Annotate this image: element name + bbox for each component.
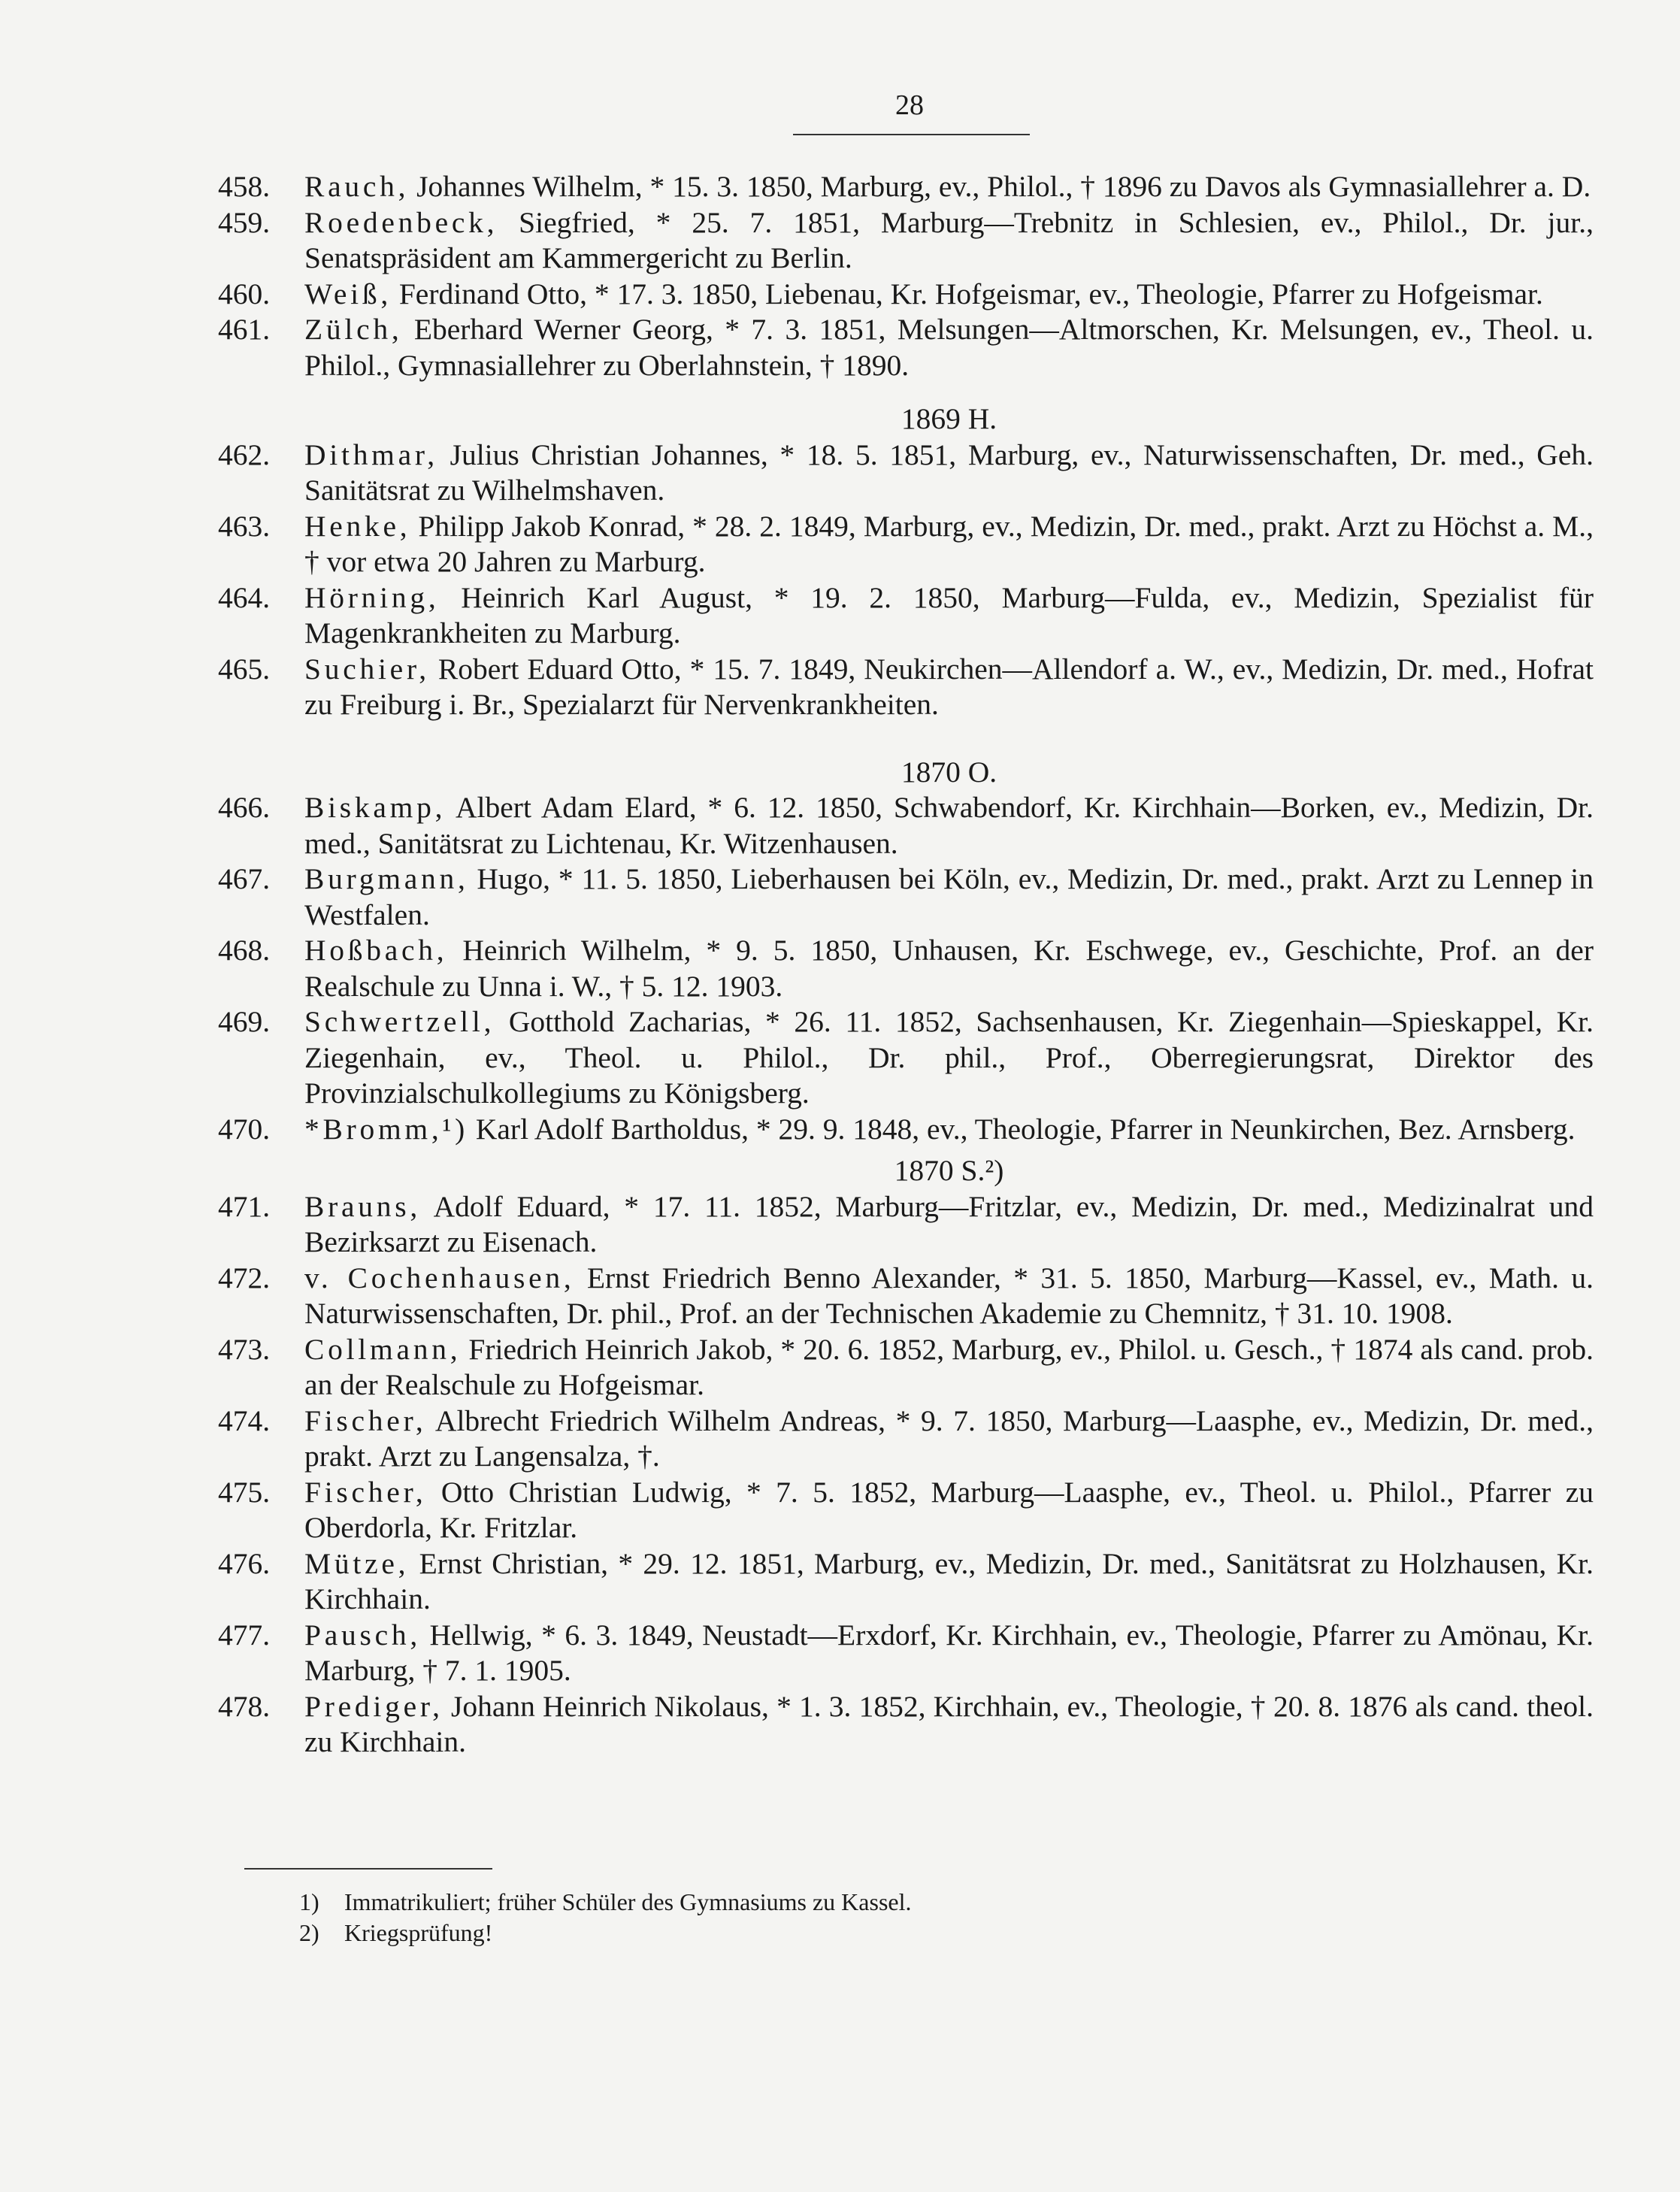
entry-text: [304, 1189, 1594, 1261]
entry-number: 476.: [218, 1546, 271, 1580]
entry-name: Rauch,: [304, 170, 410, 203]
entry-text: [304, 1261, 1594, 1332]
entry-number: 466.: [218, 791, 271, 824]
entry-name: Suchier,: [304, 652, 430, 686]
list-item: [218, 1189, 1594, 1261]
entry-details: Eberhard Werner Georg, * 7. 3. 1851, Melsungen—Altmorschen, Kr. Melsungen, ev., Theol. u. Philol., Gymnasiallehrer zu Oberlahnstein, † 1890.: [304, 313, 1594, 382]
entry-details: Siegfried, * 25. 7. 1851, Marburg—Trebnitz in Schlesien, ev., Philol., Dr. jur., Senatspräsident am Kammergericht zu Berlin.: [304, 205, 1594, 274]
entry-number: 468.: [218, 934, 271, 967]
entry-text: [304, 437, 1594, 509]
entry-details: Johannes Wilhelm, * 15. 3. 1850, Marburg, ev., Philol., † 1896 zu Davos als Gymnasiallehrer a. D.: [409, 170, 1591, 203]
entry-details: Albert Adam Elard, * 6. 12. 1850, Schwabendorf, Kr. Kirchhain—Borken, ev., Medizin, Dr. med., Sanitätsrat zu Lichtenau, Kr. Witzenhausen.: [304, 791, 1594, 860]
entry-name: Zülch,: [304, 313, 403, 346]
entry-details: Adolf Eduard, * 17. 11. 1852, Marburg—Fritzlar, ev., Medizin, Dr. med., Medizinalrat und Bezirksarzt zu Eisenach.: [304, 1189, 1594, 1258]
entry-name: Fischer,: [304, 1475, 427, 1509]
entry-name: *Bromm,¹): [304, 1112, 468, 1146]
entry-text: [304, 312, 1594, 383]
list-item: [218, 1475, 1594, 1546]
entry-details: Ferdinand Otto, * 17. 3. 1850, Liebenau, Kr. Hofgeismar, ev., Theologie, Pfarrer zu Hofgeismar.: [391, 277, 1543, 310]
list-item: [218, 312, 1594, 383]
entry-number: 459.: [218, 205, 271, 239]
entry-number: 467.: [218, 862, 271, 895]
list-item: [218, 861, 1594, 933]
entry-text: [304, 1689, 1594, 1761]
entry-text: [304, 861, 1594, 933]
entry-name: Hoßbach,: [304, 934, 448, 967]
entry-text: [304, 1004, 1594, 1112]
entry-text: [304, 790, 1594, 861]
list-item: [218, 437, 1594, 509]
entry-number: 461.: [218, 313, 271, 346]
footnote: [299, 1887, 911, 1918]
entry-details: Otto Christian Ludwig, * 7. 5. 1852, Marburg—Laasphe, ev., Theol. u. Philol., Pfarrer zu Oberdorla, Kr. Fritzlar.: [304, 1475, 1594, 1544]
entry-number: 475.: [218, 1475, 271, 1509]
section-heading: 1870 O.: [901, 755, 997, 789]
entry-details: Karl Adolf Bartholdus, * 29. 9. 1848, ev., Theologie, Pfarrer in Neunkirchen, Bez. Arnsberg.: [468, 1112, 1576, 1146]
entry-text: [304, 1403, 1594, 1475]
entry-number: 469.: [218, 1005, 271, 1038]
footnote: [299, 1918, 911, 1948]
entry-number: 465.: [218, 652, 271, 686]
footnote-mark: 2): [299, 1919, 319, 1946]
list-item: [218, 1403, 1594, 1475]
page-number: 28: [895, 89, 924, 121]
entry-details: Johann Heinrich Nikolaus, * 1. 3. 1852, Kirchhain, ev., Theologie, † 20. 8. 1876 als cand. theol. zu Kirchhain.: [304, 1689, 1594, 1758]
entry-number: 464.: [218, 580, 271, 614]
header-rule: [793, 134, 1030, 135]
section-heading: 1870 S.²): [894, 1154, 1004, 1187]
list-item: [218, 1261, 1594, 1332]
register-list: [218, 169, 1594, 1761]
footnote-text: Kriegsprüfung!: [344, 1919, 493, 1946]
entry-text: [304, 169, 1594, 205]
entry-text: [304, 580, 1594, 652]
entry-details: Heinrich Wilhelm, * 9. 5. 1850, Unhausen, Kr. Eschwege, ev., Geschichte, Prof. an der Realschule zu Unna i. W., † 5. 12. 1903.: [304, 934, 1594, 1003]
list-item: [218, 1546, 1594, 1618]
list-item: [218, 1112, 1594, 1148]
list-item: [218, 580, 1594, 652]
list-item: [218, 933, 1594, 1004]
entry-number: 458.: [218, 170, 271, 203]
entry-name: Burgmann,: [304, 862, 469, 895]
list-item: [218, 1689, 1594, 1761]
entry-text: [304, 933, 1594, 1004]
entry-details: Philipp Jakob Konrad, * 28. 2. 1849, Marburg, ev., Medizin, Dr. med., prakt. Arzt zu Höchst a. M., † vor etwa 20 Jahren zu Marburg.: [304, 509, 1594, 578]
entry-details: Albrecht Friedrich Wilhelm Andreas, * 9. 7. 1850, Marburg—Laasphe, ev., Medizin, Dr. med., prakt. Arzt zu Langensalza, †.: [304, 1403, 1594, 1473]
footnotes: [299, 1887, 911, 1948]
list-item: [218, 205, 1594, 277]
entry-text: [304, 509, 1594, 580]
footnote-mark: 1): [299, 1888, 319, 1915]
entry-name: Hörning,: [304, 580, 440, 614]
list-item: [218, 1004, 1594, 1112]
entry-number: 478.: [218, 1689, 271, 1723]
entry-details: Friedrich Heinrich Jakob, * 20. 6. 1852, Marburg, ev., Philol. u. Gesch., † 1874 als cand. prob. an der Realschule zu Hofgeismar.: [304, 1332, 1594, 1401]
list-item: [218, 1332, 1594, 1403]
entry-name: Dithmar,: [304, 437, 438, 471]
entry-text: [304, 652, 1594, 723]
entry-number: 474.: [218, 1403, 271, 1437]
entry-text: [304, 1546, 1594, 1618]
entry-number: 471.: [218, 1189, 271, 1223]
entry-text: [304, 205, 1594, 277]
footnote-rule: [244, 1868, 492, 1870]
entry-number: 473.: [218, 1332, 271, 1366]
footnote-text: Immatrikuliert; früher Schüler des Gymnasiums zu Kassel.: [344, 1888, 912, 1915]
entry-name: Prediger,: [304, 1689, 443, 1723]
list-item: [218, 1618, 1594, 1689]
entry-text: [304, 1618, 1594, 1689]
entry-number: 460.: [218, 277, 271, 310]
entry-number: 470.: [218, 1112, 271, 1146]
entry-number: 462.: [218, 437, 271, 471]
entry-details: Hugo, * 11. 5. 1850, Lieberhausen bei Köln, ev., Medizin, Dr. med., prakt. Arzt zu Lennep in Westfalen.: [304, 862, 1594, 931]
entry-name: Roedenbeck,: [304, 205, 498, 239]
entry-name: Mütze,: [304, 1546, 410, 1580]
entry-number: 472.: [218, 1261, 271, 1294]
section-heading: 1869 H.: [901, 402, 997, 435]
entry-number: 463.: [218, 509, 271, 543]
entry-details: Ernst Friedrich Benno Alexander, * 31. 5. 1850, Marburg—Kassel, ev., Math. u. Naturwissenschaften, Dr. phil., Prof. an der Technischen Akademie zu Chemnitz, † 31. 10. 1908.: [304, 1261, 1594, 1330]
entry-details: Robert Eduard Otto, * 15. 7. 1849, Neukirchen—Allendorf a. W., ev., Medizin, Dr. med., Hofrat zu Freiburg i. Br., Spezialarzt für Nervenkrankheiten.: [304, 652, 1594, 721]
entry-name: Biskamp,: [304, 791, 446, 824]
entry-details: Ernst Christian, * 29. 12. 1851, Marburg, ev., Medizin, Dr. med., Sanitätsrat zu Holzhausen, Kr. Kirchhain.: [304, 1546, 1594, 1615]
entry-number: 477.: [218, 1618, 271, 1652]
entry-text: [304, 1475, 1594, 1546]
entry-name: Brauns,: [304, 1189, 421, 1223]
entry-text: [304, 277, 1594, 313]
entry-name: v. Cochenhausen,: [304, 1261, 575, 1294]
list-item: [218, 790, 1594, 861]
list-item: [218, 509, 1594, 580]
entry-name: Henke,: [304, 509, 411, 543]
entry-name: Pausch,: [304, 1618, 421, 1652]
entry-details: Hellwig, * 6. 3. 1849, Neustadt—Erxdorf, Kr. Kirchhain, ev., Theologie, Pfarrer zu Amönau, Kr. Marburg, † 7. 1. 1905.: [304, 1618, 1594, 1687]
entry-name: Fischer,: [304, 1403, 427, 1437]
entry-text: [304, 1112, 1594, 1148]
entry-details: Heinrich Karl August, * 19. 2. 1850, Marburg—Fulda, ev., Medizin, Spezialist für Magenkrankheiten zu Marburg.: [304, 580, 1594, 649]
entry-name: Weiß,: [304, 277, 392, 310]
entry-name: Schwertzell,: [304, 1005, 495, 1038]
entry-details: Gotthold Zacharias, * 26. 11. 1852, Sachsenhausen, Kr. Ziegenhain—Spieskappel, Kr. Ziegenhain, ev., Theol. u. Philol., Dr. phil., Prof., Oberregierungsrat, Direktor des Provinzialschulkollegiums zu Königsberg.: [304, 1005, 1594, 1110]
list-item: [218, 169, 1594, 205]
entry-text: [304, 1332, 1594, 1403]
list-item: [218, 277, 1594, 313]
list-item: [218, 652, 1594, 723]
entry-details: Julius Christian Johannes, * 18. 5. 1851, Marburg, ev., Naturwissenschaften, Dr. med., Geh. Sanitätsrat zu Wilhelmshaven.: [304, 437, 1594, 507]
entry-name: Collmann,: [304, 1332, 462, 1366]
